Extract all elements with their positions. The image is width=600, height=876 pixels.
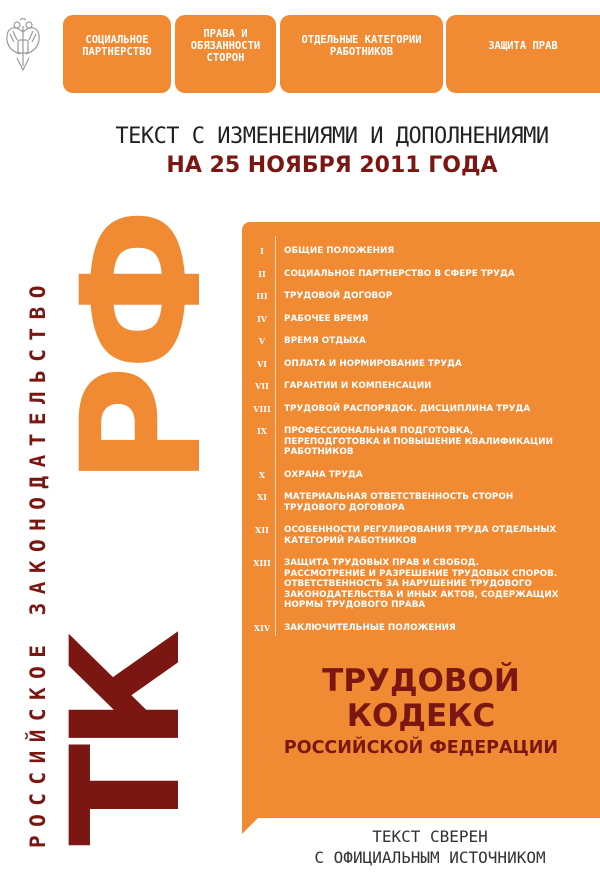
toc-item[interactable]	[242, 336, 600, 347]
book-title	[242, 663, 600, 758]
toc-number: I	[260, 246, 264, 256]
toc-item[interactable]	[242, 426, 600, 458]
toc-number: II	[258, 268, 266, 279]
toc-item[interactable]	[242, 525, 600, 546]
toc-title: РАБОЧЕЕ ВРЕМЯ	[284, 313, 369, 324]
toc-number: V	[258, 336, 266, 346]
verification-line: ТЕКСТ СВЕРЕН	[372, 827, 488, 846]
toc-item[interactable]	[242, 470, 600, 481]
toc-number: XI	[257, 492, 267, 502]
big-letters-tk: ТК	[40, 637, 214, 846]
tab-worker-categories[interactable]	[280, 15, 443, 93]
book-title-line: КОДЕКС	[346, 698, 496, 734]
tab-rights-protection[interactable]	[446, 15, 600, 93]
toc-title: СОЦИАЛЬНОЕ ПАРТНЕРСТВО В СФЕРЕ ТРУДА	[284, 268, 515, 279]
tab-label-line: ОБЯЗАННОСТИ	[190, 40, 261, 52]
verification-line: С ОФИЦИАЛЬНЫМ ИСТОЧНИКОМ	[314, 848, 546, 867]
verification-note	[260, 826, 600, 868]
toc-number: XIII	[253, 558, 271, 568]
tab-label-line: ЗАЩИТА ПРАВ	[488, 40, 558, 52]
toc-item[interactable]	[242, 291, 600, 302]
toc-item[interactable]	[242, 623, 600, 634]
toc-item[interactable]	[242, 359, 600, 370]
toc-number: IV	[257, 313, 267, 324]
toc-number: VII	[255, 381, 269, 391]
tab-label-line: СТОРОН	[206, 52, 245, 64]
toc-title: ЗАЩИТА ТРУДОВЫХ ПРАВ И СВОБОД. РАССМОТРЕНИЕ И РАЗРЕШЕНИЕ ТРУДОВЫХ СПОРОВ. ОТВЕТСТВЕННОСТЬ ЗА НАРУШЕНИЕ ТРУДОВОГО ЗАКОНОДАТЕЛЬСТВА И ИНЫХ АКТОВ, СОДЕРЖАЩИХ НОРМЫ ТРУДОВОГО ПРАВА	[284, 558, 559, 610]
toc-number: XII	[255, 525, 269, 535]
toc-item[interactable]	[242, 492, 600, 513]
toc-number: IX	[257, 426, 267, 436]
tab-rights-duties[interactable]	[175, 15, 276, 93]
double-headed-eagle-icon	[4, 18, 42, 74]
toc-title: ПРОФЕССИОНАЛЬНАЯ ПОДГОТОВКА, ПЕРЕПОДГОТОВКА И ПОВЫШЕНИЕ КВАЛИФИКАЦИИ РАБОТНИКОВ	[284, 426, 553, 457]
toc-title: ОХРАНА ТРУДА	[284, 469, 363, 480]
toc-item[interactable]	[242, 558, 600, 611]
toc-number: X	[258, 469, 266, 480]
toc-title: ТРУДОВОЙ ДОГОВОР	[284, 291, 393, 301]
toc-title: ЗАКЛЮЧИТЕЛЬНЫЕ ПОЛОЖЕНИЯ	[284, 622, 456, 633]
tab-label-line: ПРАВА И	[203, 28, 248, 40]
toc-item[interactable]	[242, 381, 600, 392]
series-side-text: РОССИЙСКОЕ ЗАКОНОДАТЕЛЬСТВО	[26, 277, 50, 848]
toc-item[interactable]	[242, 404, 600, 415]
toc-title: ГАРАНТИИ И КОМПЕНСАЦИИ	[284, 381, 432, 391]
tab-label-line: ПАРТНЕРСТВО	[82, 46, 152, 58]
toc-title: ВРЕМЯ ОТДЫХА	[284, 336, 366, 346]
edition-subtitle: ТЕКСТ С ИЗМЕНЕНИЯМИ И ДОПОЛНЕНИЯМИ	[115, 124, 549, 149]
toc-title: ОБЩИЕ ПОЛОЖЕНИЯ	[284, 246, 395, 256]
toc-title: ОПЛАТА И НОРМИРОВАНИЕ ТРУДА	[284, 358, 462, 369]
toc-number: III	[256, 291, 268, 301]
toc-title: ОСОБЕННОСТИ РЕГУЛИРОВАНИЯ ТРУДА ОТДЕЛЬНЫХ КАТЕГОРИЙ РАБОТНИКОВ	[284, 525, 557, 546]
tab-label-line: РАБОТНИКОВ	[329, 46, 394, 58]
book-title-subline: РОССИЙСКОЙ ФЕДЕРАЦИИ	[283, 738, 559, 758]
book-title-line: ТРУДОВОЙ	[322, 663, 520, 699]
toc-item[interactable]	[242, 246, 600, 257]
tab-social-partnership[interactable]	[63, 15, 171, 93]
tab-label-line: ОТДЕЛЬНЫЕ КАТЕГОРИИ	[301, 34, 422, 46]
toc-number: XIV	[253, 622, 271, 633]
toc-title: МАТЕРИАЛЬНАЯ ОТВЕТСТВЕННОСТЬ СТОРОН ТРУДОВОГО ДОГОВОРА	[284, 492, 514, 513]
toc-title: ТРУДОВОЙ РАСПОРЯДОК. ДИСЦИПЛИНА ТРУДА	[284, 403, 531, 414]
tab-label-line: СОЦИАЛЬНОЕ	[85, 34, 149, 46]
toc-item[interactable]	[242, 314, 600, 325]
table-of-contents	[242, 246, 600, 633]
big-letters-rf: РФ	[46, 213, 238, 486]
toc-number: VIII	[253, 403, 271, 414]
toc-item[interactable]	[242, 269, 600, 280]
edition-date: НА 25 НОЯБРЯ 2011 ГОДА	[166, 153, 498, 178]
toc-number: VI	[257, 358, 267, 369]
